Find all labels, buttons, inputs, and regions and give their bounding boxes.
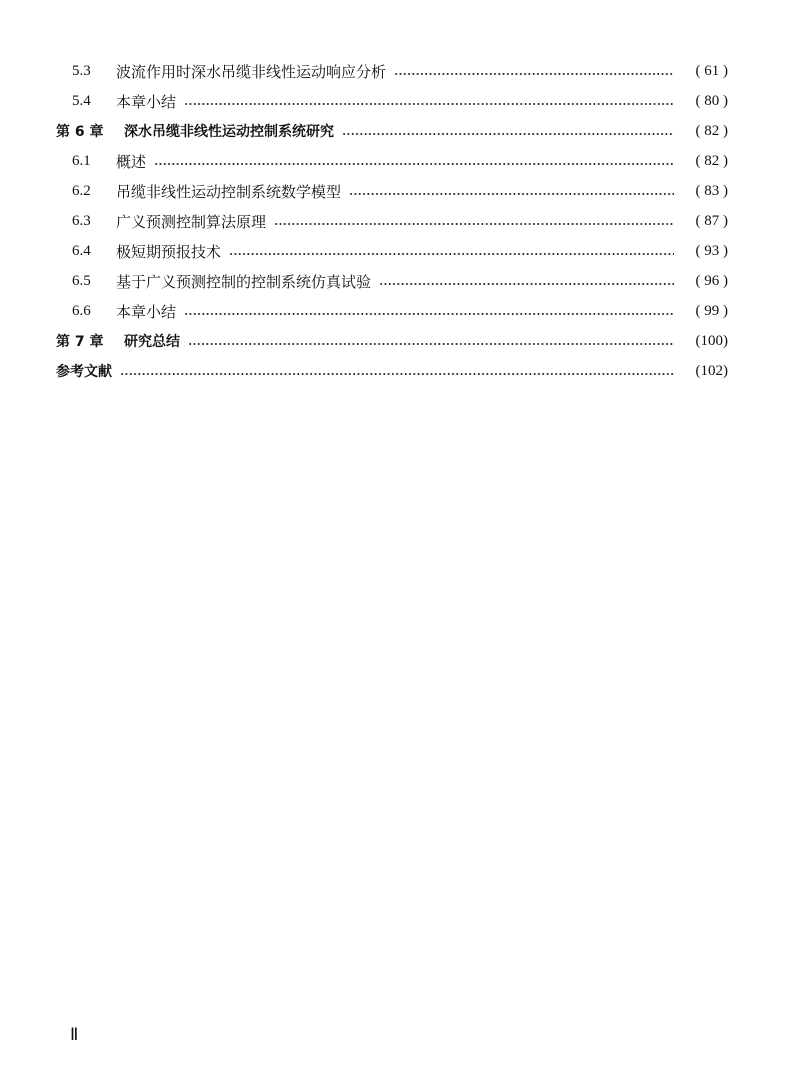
toc-entry-number: 5.3 bbox=[72, 62, 91, 79]
dot-leader bbox=[379, 283, 674, 285]
dot-leader bbox=[188, 343, 674, 345]
toc-entry-6-2[interactable] bbox=[56, 176, 728, 206]
toc-entry-number: 6.2 bbox=[72, 182, 91, 199]
toc-entry-title: 本章小结 bbox=[116, 92, 177, 111]
toc-entry-6-3[interactable] bbox=[56, 206, 728, 236]
toc-entry-title: 广义预测控制算法原理 bbox=[116, 212, 267, 231]
toc-entry-number: 第 6 章 bbox=[56, 124, 104, 140]
table-of-contents bbox=[56, 56, 728, 386]
dot-leader bbox=[154, 163, 674, 165]
toc-entry-chapter-7[interactable] bbox=[56, 326, 728, 356]
toc-entry-6-5[interactable] bbox=[56, 266, 728, 296]
toc-entry-number: 6.5 bbox=[72, 272, 91, 289]
dot-leader bbox=[394, 73, 674, 75]
toc-entry-title: 概述 bbox=[116, 152, 147, 171]
toc-entry-page: ( 96 ) bbox=[695, 272, 728, 289]
toc-entry-number: 6.6 bbox=[72, 302, 91, 319]
toc-entry-page: ( 80 ) bbox=[695, 92, 728, 109]
toc-entry-title: 波流作用时深水吊缆非线性运动响应分析 bbox=[116, 62, 387, 81]
toc-entry-page: ( 82 ) bbox=[695, 152, 728, 169]
toc-entry-page: ( 83 ) bbox=[695, 182, 728, 199]
dot-leader bbox=[184, 103, 674, 105]
toc-entry-5-4[interactable] bbox=[56, 86, 728, 116]
toc-entry-6-1[interactable] bbox=[56, 146, 728, 176]
toc-entry-title: 本章小结 bbox=[116, 302, 177, 321]
dot-leader bbox=[349, 193, 674, 195]
toc-entry-title: 基于广义预测控制的控制系统仿真试验 bbox=[116, 272, 372, 291]
dot-leader bbox=[342, 133, 674, 135]
toc-entry-5-3[interactable] bbox=[56, 56, 728, 86]
toc-entry-page: ( 82 ) bbox=[695, 122, 728, 139]
dot-leader bbox=[184, 313, 674, 315]
dot-leader bbox=[229, 253, 674, 255]
page-number: Ⅱ bbox=[70, 1025, 78, 1044]
toc-entry-title: 极短期预报技术 bbox=[116, 242, 222, 261]
toc-entry-6-4[interactable] bbox=[56, 236, 728, 266]
toc-entry-number: 6.1 bbox=[72, 152, 91, 169]
toc-entry-number: 第 7 章 bbox=[56, 334, 104, 350]
toc-entry-references[interactable] bbox=[56, 356, 728, 386]
dot-leader bbox=[274, 223, 674, 225]
dot-leader bbox=[120, 373, 674, 375]
toc-entry-title: 研究总结 bbox=[124, 334, 180, 350]
toc-entry-title: 吊缆非线性运动控制系统数学模型 bbox=[116, 182, 342, 201]
toc-entry-page: (100) bbox=[695, 332, 728, 349]
toc-entry-page: ( 99 ) bbox=[695, 302, 728, 319]
toc-entry-page: ( 87 ) bbox=[695, 212, 728, 229]
toc-entry-title: 深水吊缆非线性运动控制系统研究 bbox=[124, 124, 334, 140]
toc-entry-title: 参考文献 bbox=[56, 364, 112, 380]
toc-entry-number: 5.4 bbox=[72, 92, 91, 109]
toc-entry-number: 6.3 bbox=[72, 212, 91, 229]
toc-entry-page: (102) bbox=[695, 362, 728, 379]
toc-entry-number: 6.4 bbox=[72, 242, 91, 259]
toc-entry-chapter-6[interactable] bbox=[56, 116, 728, 146]
toc-entry-page: ( 61 ) bbox=[695, 62, 728, 79]
toc-entry-page: ( 93 ) bbox=[695, 242, 728, 259]
toc-entry-6-6[interactable] bbox=[56, 296, 728, 326]
